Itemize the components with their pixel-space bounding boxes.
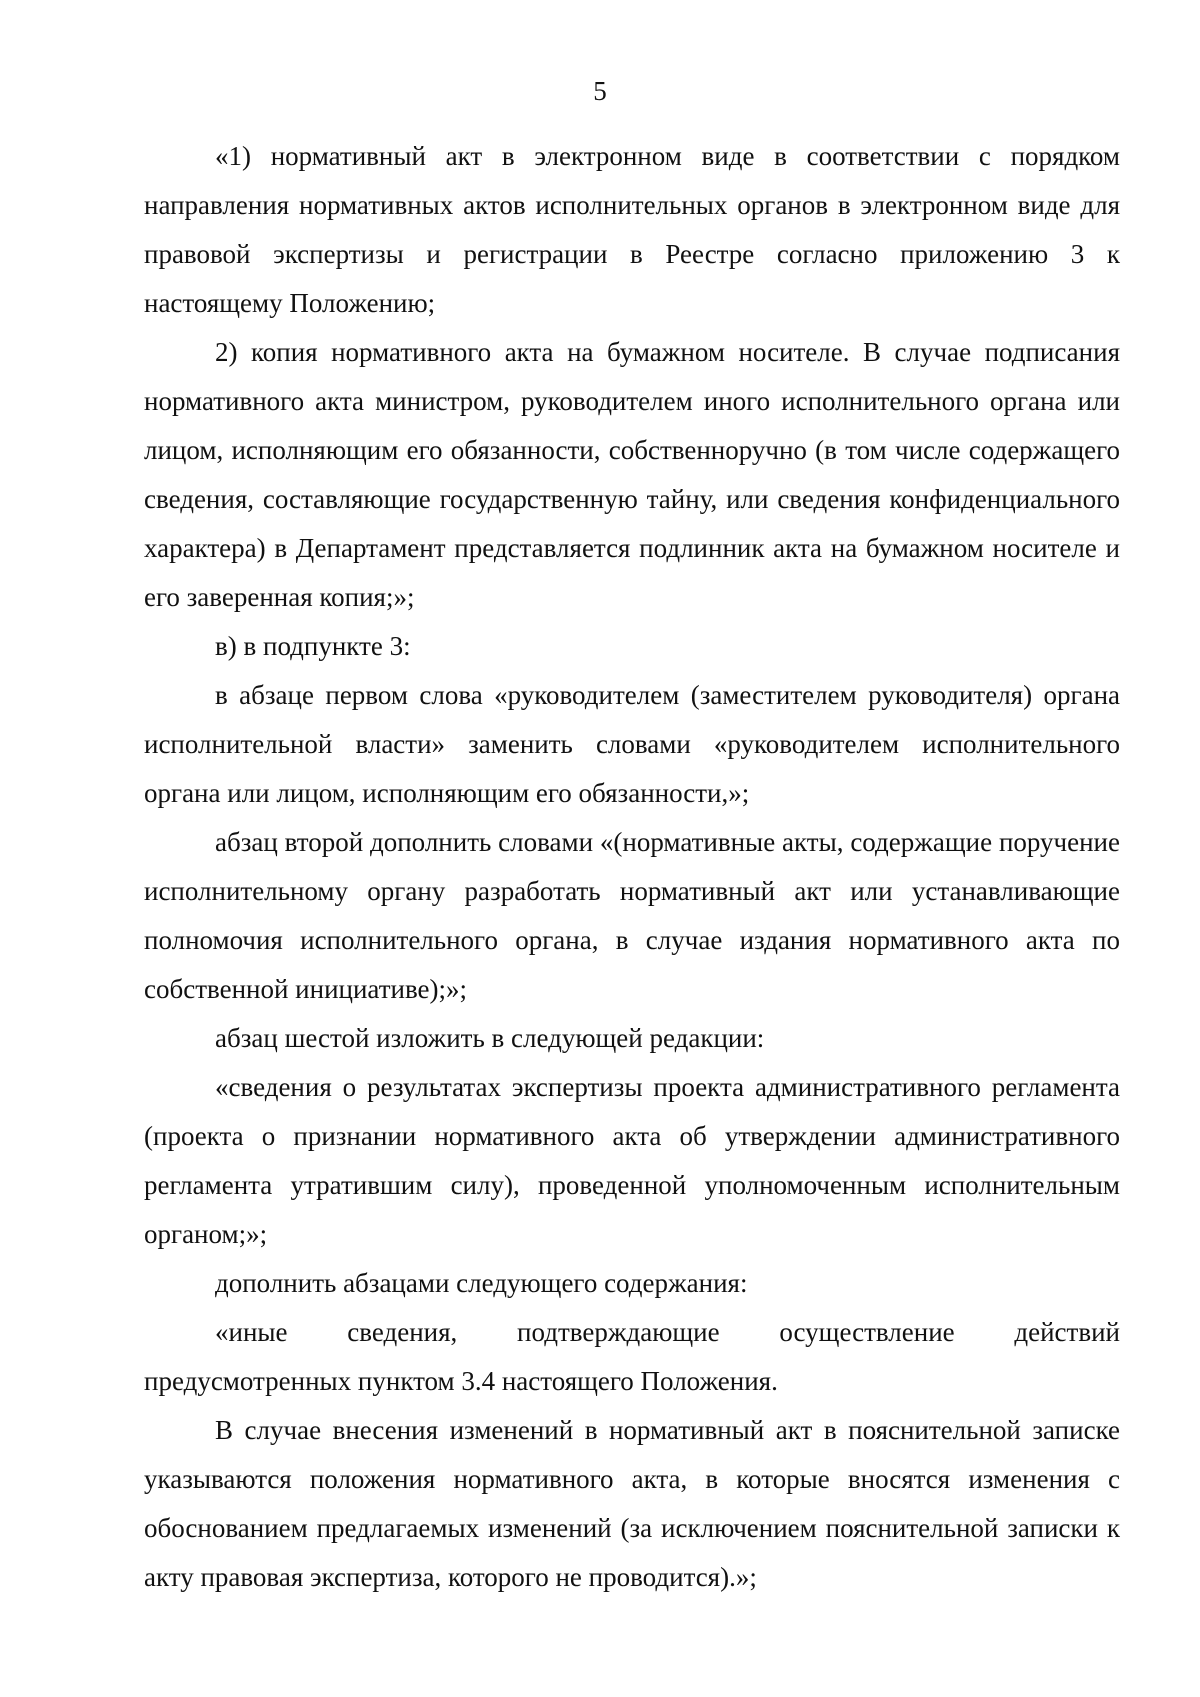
page-number: 5 xyxy=(593,76,607,106)
paragraph-other-info: «иные сведения, подтверждающие осуществление действий предусмотренных пунктом 3.4 настоящего Положения. xyxy=(144,1317,1120,1396)
paragraph-add-abzacs: дополнить абзацами следующего содержания: xyxy=(215,1268,748,1298)
paragraph-sixth-abzac-text: «сведения о результатах экспертизы проекта административного регламента (проекта о признании нормативного акта об утверждении административного регламента утратившим силу), проведенной уполномоченным исполнительным органом;»; xyxy=(144,1072,1120,1249)
paragraph-item-1: «1) нормативный акт в электронном виде в соответствии с порядком направления нормативных актов исполнительных органов в электронном виде для правовой экспертизы и регистрации в Реестре согласно приложению 3 к настоящему Положению; xyxy=(144,141,1120,318)
paragraph-item-2: 2) копия нормативного акта на бумажном носителе. В случае подписания нормативного акта министром, руководителем иного исполнительного органа или лицом, исполняющим его обязанности, собственноручно (в том числе содержащего сведения, составляющие государственную тайну, или сведения конфиденциального характера) в Департамент представляется подлинник акта на бумажном носителе и его заверенная копия;»; xyxy=(144,337,1120,612)
paragraph-second-abzac: абзац второй дополнить словами «(нормативные акты, содержащие поручение исполнительному органу разработать нормативный акт или устанавливающие полномочия исполнительного органа, в случае издания нормативного акта по собственной инициативе);»; xyxy=(144,827,1120,1004)
paragraph-explanatory-note: В случае внесения изменений в нормативный акт в пояснительной записке указываются положения нормативного акта, в которые вносятся изменения с обоснованием предлагаемых изменений (за исключением пояснительной записки к акту правовая экспертиза, которого не проводится).»; xyxy=(144,1415,1120,1592)
paragraph-first-abzac: в абзаце первом слова «руководителем (заместителем руководителя) органа исполнительной власти» заменить словами «руководителем исполнительного органа или лицом, исполняющим его обязанности,»; xyxy=(144,680,1120,808)
paragraph-subpoint-v: в) в подпункте 3: xyxy=(215,631,411,661)
paragraph-sixth-abzac: абзац шестой изложить в следующей редакции: xyxy=(215,1023,765,1053)
document-body xyxy=(144,132,1120,1602)
